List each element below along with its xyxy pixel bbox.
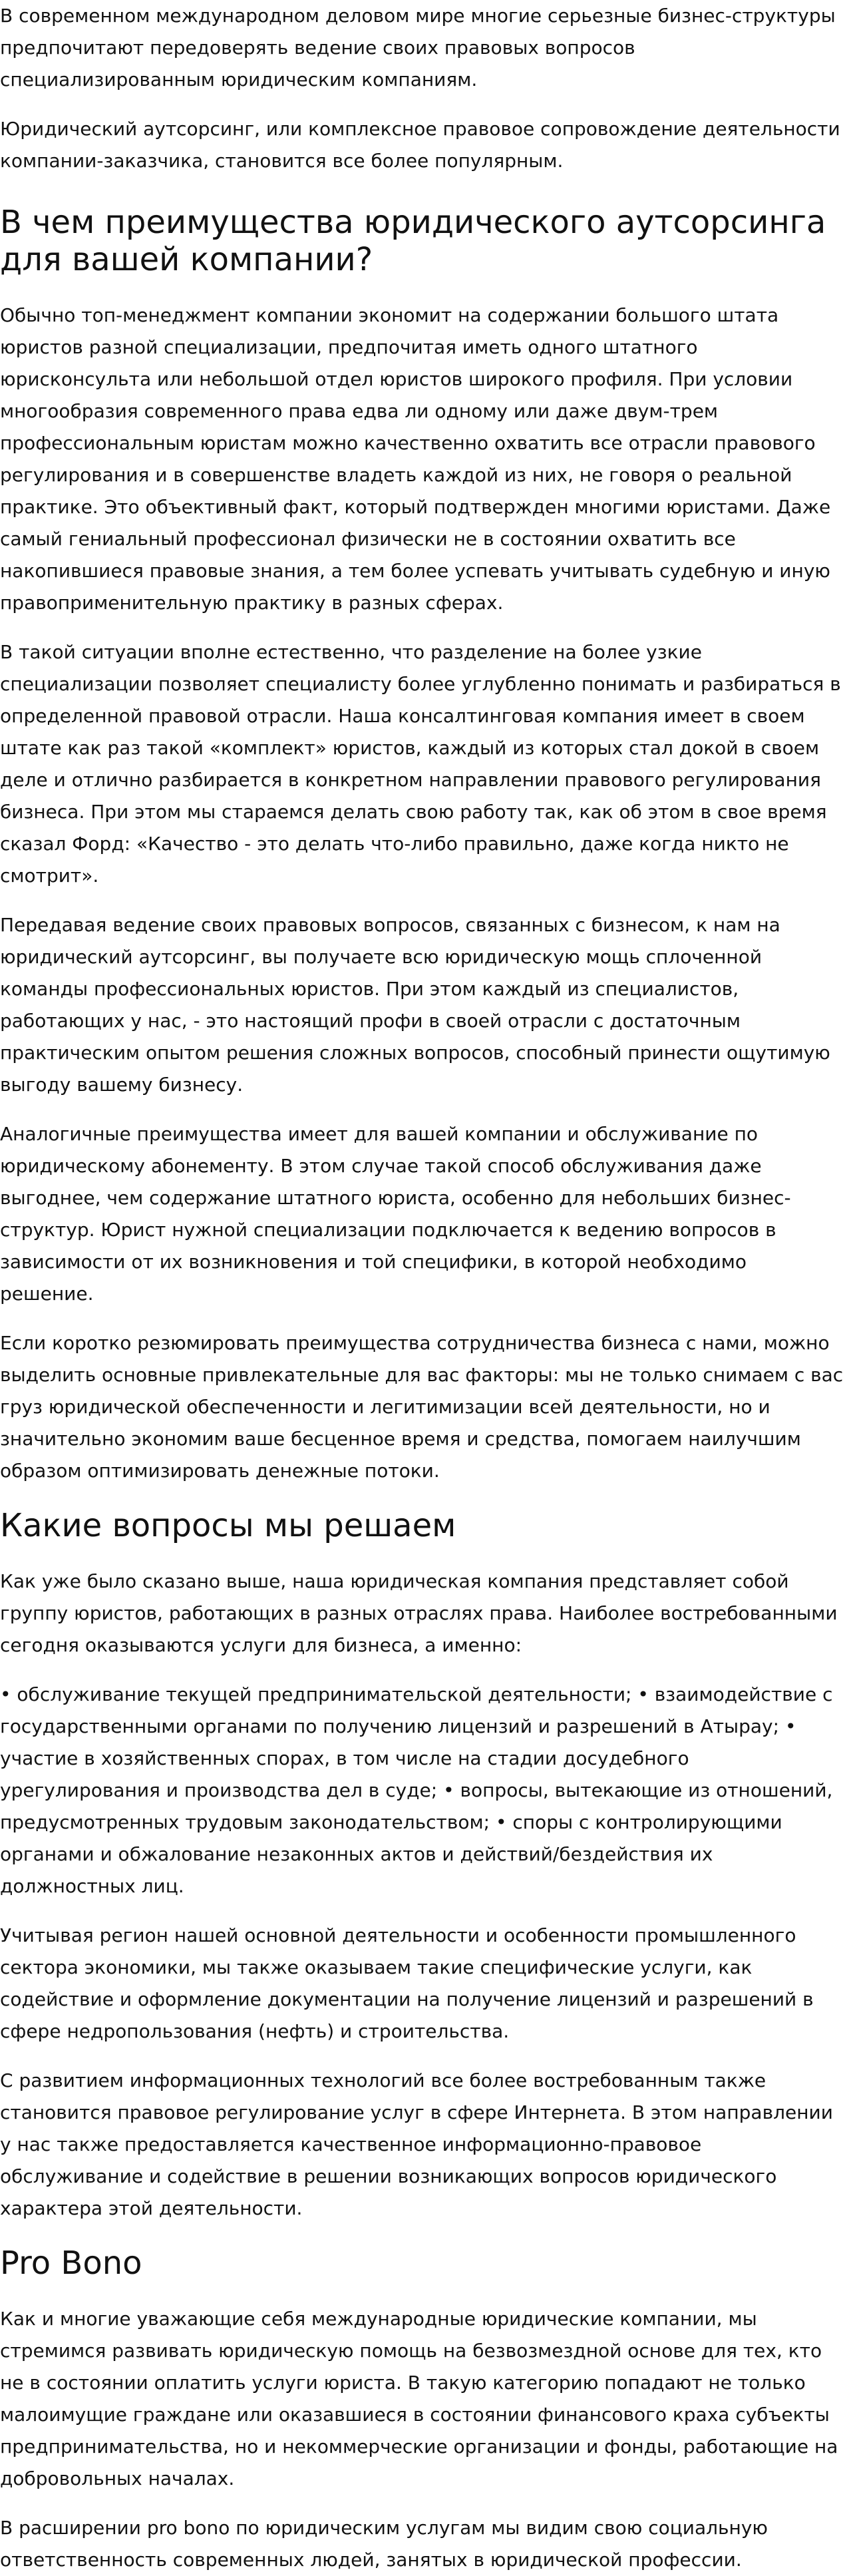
intro-paragraph: Юридический аутсорсинг, или комплексное правовое сопровождение деятельности компании-заказчика, становится все более популярным. xyxy=(0,118,840,172)
advantages-paragraph: Обычно топ-менеджмент компании экономит на содержании большого штата юристов разной специализации, предпочитая иметь одного штатного юрисконсульта или небольшой отдел юристов широкого профиля. При условии многообразия современного права едва ли одному или даже двум-трем профессиональным юристам можно качественно охватить все отрасли правового регулирования и в совершенстве владеть каждой из них, не говоря о реальной практике. Это объективный факт, который подтвержден многими юристами. Даже самый гениальный профессионал физически не в состоянии охватить все накопившиеся правовые знания, а тем более успевать учитывать судебную и иную правоприменительную практику в разных сферах. xyxy=(0,304,831,614)
advantages-heading: В чем преимущества юридического аутсорсинга для вашей компании? xyxy=(0,204,826,278)
probono-paragraph: Как и многие уважающие себя международные юридические компании, мы стремимся развивать юридическую помощь на безвозмездной основе для тех, кто не в состоянии оплатить услуги юриста. В такую категорию попадают не только малоимущие граждане или оказавшиеся в состоянии финансового краха субъекты предпринимательства, но и некоммерческие организации и фонды, работающие на добровольных началах. xyxy=(0,2308,838,2489)
advantages-paragraph: Аналогичные преимущества имеет для вашей компании и обслуживание по юридическому абонементу. В этом случае такой способ обслуживания даже выгоднее, чем содержание штатного юриста, особенно для небольших бизнес-структур. Юрист нужной специализации подключается к ведению вопросов в зависимости от их возникновения и той специфики, в которой необходимо решение. xyxy=(0,1123,791,1305)
issues-paragraph: С развитием информационных технологий все более востребованным также становится правовое регулирование услуг в сфере Интернета. В этом направлении у нас также предоставляется качественное информационно-правовое обслуживание и содействие в решении возникающих вопросов юридического характера этой деятельности. xyxy=(0,2069,833,2219)
probono-paragraph: В расширении pro bono по юридическим услугам мы видим свою социальную ответственность современных людей, занятых в юридической профессии. xyxy=(0,2517,768,2571)
probono-heading: Pro Bono xyxy=(0,2245,142,2282)
issues-heading: Какие вопросы мы решаем xyxy=(0,1507,456,1544)
advantages-paragraph: Передавая ведение своих правовых вопросов, связанных с бизнесом, к нам на юридический аутсорсинг, вы получаете всю юридическую мощь сплоченной команды профессиональных юристов. При этом каждый из специалистов, работающих у нас, - это настоящий профи в своей отрасли с достаточным практическим опытом решения сложных вопросов, способный принести ощутимую выгоду вашему бизнесу. xyxy=(0,914,830,1096)
intro-paragraph: В современном международном деловом мире многие серьезные бизнес-структуры предпочитают передоверять ведение своих правовых вопросов специализированным юридическим компаниям. xyxy=(0,5,836,91)
advantages-paragraph: Если коротко резюмировать преимущества сотрудничества бизнеса с нами, можно выделить основные привлекательные для вас факторы: мы не только снимаем с вас груз юридической обеспеченности и легитимизации всей деятельности, но и значительно экономим ваше бесценное время и средства, помогаем наилучшим образом оптимизировать денежные потоки. xyxy=(0,1332,844,1482)
services-list: • обслуживание текущей предпринимательской деятельности; • взаимодействие с государственными органами по получению лицензий и разрешений в Атырау; • участие в хозяйственных спорах, в том числе на стадии досудебного урегулирования и производства дел в суде; • вопросы, вытекающие из отношений, предусмотренных трудовым законодательством; • споры с контролирующими органами и обжалование незаконных актов и действий/бездействия их должностных лиц. xyxy=(0,1683,833,1897)
issues-paragraph: Учитывая регион нашей основной деятельности и особенности промышленного сектора экономики, мы также оказываем такие специфические услуги, как содействие и оформление документации на получение лицензий и разрешений в сфере недропользования (нефть) и строительства. xyxy=(0,1924,814,2042)
advantages-paragraph: В такой ситуации вполне естественно, что разделение на более узкие специализации позволяет специалисту более углубленно понимать и разбираться в определенной правовой отрасли. Наша консалтинговая компания имеет в своем штате как раз такой «комплект» юристов, каждый из которых стал докой в своем деле и отлично разбирается в конкретном направлении правового регулирования бизнеса. При этом мы стараемся делать свою работу так, как об этом в свое время сказал Форд: «Качество - это делать что-либо правильно, даже когда никто не смотрит». xyxy=(0,641,841,887)
issues-paragraph: Как уже было сказано выше, наша юридическая компания представляет собой группу юристов, работающих в разных отраслях права. Наиболее востребованными сегодня оказываются услуги для бизнеса, а именно: xyxy=(0,1570,838,1656)
